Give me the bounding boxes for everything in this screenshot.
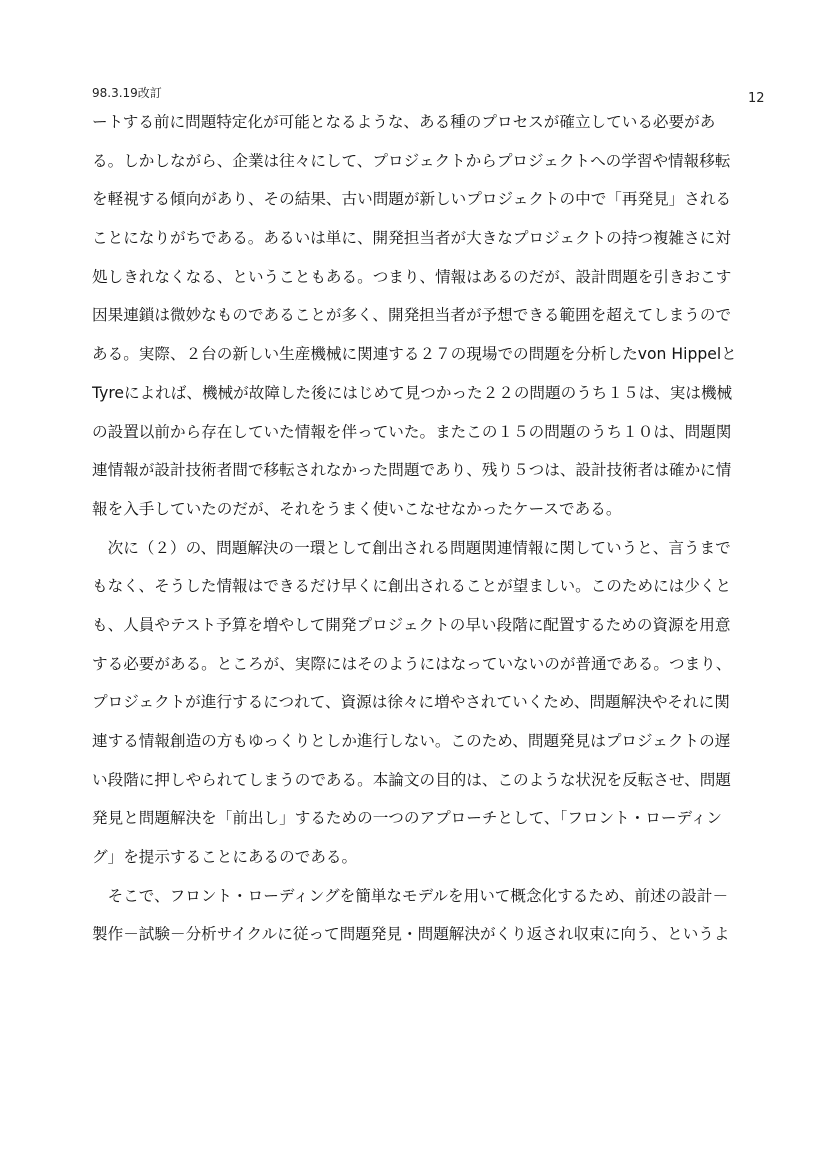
text-line: も、人員やテスト予算を増やして開発プロジェクトの早い段階に配置するための資源を用意	[92, 615, 731, 634]
text-line: ートする前に問題特定化が可能となるような、ある種のプロセスが確立している必要があ	[92, 113, 716, 131]
text-line: 処しきれなくなる、ということもある。つまり、情報はあるのだが、設計問題を引きおこす	[92, 267, 732, 286]
text-line: 製作－試験－分析サイクルに従って問題発見・問題解決がくり返され収束に向う、というよ	[92, 925, 730, 944]
text-line: い段階に押しやられてしまうのである。本論文の目的は、このような状況を反転させ、問題	[92, 770, 731, 789]
text-line: Tyreによれば、機械が故障した後にはじめて見つかった２２の問題のうち１５は、実は機械	[92, 383, 733, 402]
page-number: 12	[748, 91, 765, 106]
text-line: を軽視する傾向があり、その結果、古い問題が新しいプロジェクトの中で「再発見」される	[92, 190, 732, 209]
body-text	[92, 103, 782, 954]
text-line: の設置以前から存在していた情報を伴っていた。またこの１５の問題のうち１０は、問題関	[92, 422, 732, 441]
text-line: そこで、フロント・ローディングを簡単なモデルを用いて概念化するため、前述の設計－	[92, 886, 729, 905]
text-line: プロジェクトが進行するにつれて、資源は徐々に増やされていくため、問題解決やそれに関	[92, 693, 730, 712]
text-line: る。しかしながら、企業は往々にして、プロジェクトからプロジェクトへの学習や情報移転	[92, 151, 731, 170]
header-date-revision: 98.3.19改訂	[92, 86, 162, 100]
text-line: 連情報が設計技術者間で移転されなかった問題であり、残り５つは、設計技術者は確かに情	[92, 461, 732, 480]
text-line: 報を入手していたのだが、それをうまく使いこなせなかったケースである。	[92, 499, 622, 518]
text-line: する必要がある。ところが、実際にはそのようにはなっていないのが普通である。つまり、	[92, 654, 732, 673]
text-line: 次に（２）の、問題解決の一環として創出される問題関連情報に関していうと、言うまで	[92, 538, 731, 557]
text-line: 因果連鎖は微妙なものであることが多く、開発担当者が予想できる範囲を超えてしまうので	[92, 306, 732, 325]
text-line: グ」を提示することにあるのである。	[92, 848, 358, 867]
text-line: もなく、そうした情報はできるだけ早くに創出されることが望ましい。このためには少くと	[92, 577, 732, 596]
text-line: ある。実際、２台の新しい生産機械に関連する２７の現場での問題を分析したvon Hippelと	[92, 345, 737, 364]
text-line: ことになりがちである。あるいは単に、開発担当者が大きなプロジェクトの持つ複雑さに対	[92, 229, 731, 248]
text-line: 発見と問題解決を「前出し」するための一つのアプローチとして、「フロント・ローディン	[92, 809, 722, 828]
text-line: 連する情報創造の方もゆっくりとしか進行しない。このため、問題発見はプロジェクトの遅	[92, 732, 731, 750]
